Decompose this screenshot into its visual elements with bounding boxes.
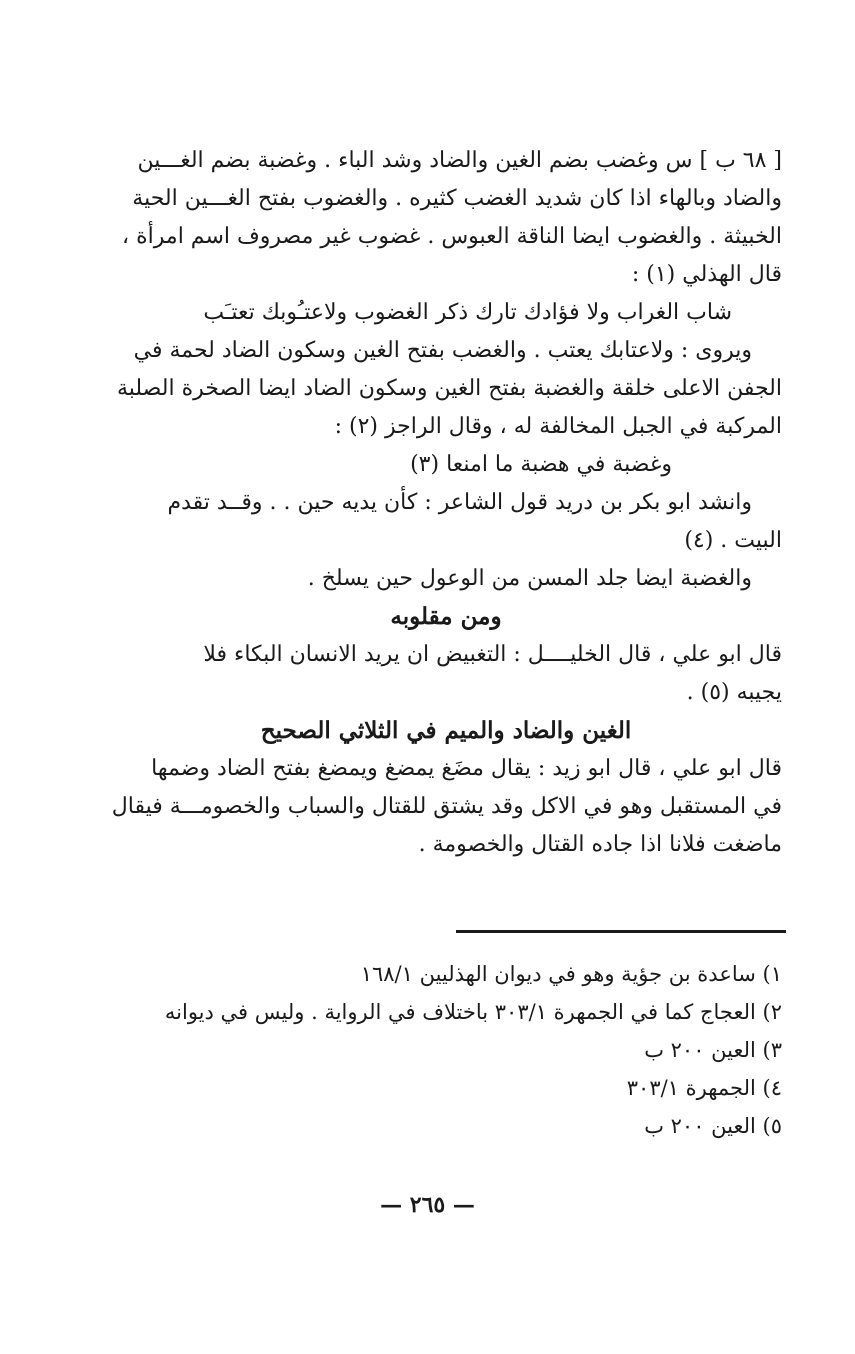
footnote: ١) ساعدة بن جؤية وهو في ديوان الهذليين ١٦٨/١ — [360, 962, 782, 986]
section-heading: الغين والضاد والميم في الثلاثي الصحيح — [260, 717, 632, 744]
footnote: ٣) العين ٢٠٠ ب — [644, 1038, 782, 1062]
text-line: والغضبة ايضا جلد المسن من الوعول حين يسلخ . — [307, 566, 752, 591]
text-line: وانشد ابو بكر بن دريد قول الشاعر : كأن يديه حين . . وقــد تقدم — [167, 490, 752, 515]
text-line: المركبة في الجبل المخالفة له ، وقال الراجز (٢) : — [334, 414, 782, 439]
page-number: — ٢٦٥ — — [380, 1192, 475, 1218]
text-line: قال ابو علي ، قال ابو زيد : يقال مضَغ يمضغ ويمضغ بفتح الضاد وضمها — [151, 756, 782, 781]
rajaz-verse: وغضبة في هضبة ما امنعا (٣) — [410, 452, 672, 477]
text-line: قال الهذلي (١) : — [631, 262, 782, 287]
text-line: ويروى : ولاعتابك يعتب . والغضب بفتح الغين وسكون الضاد لحمة في — [133, 338, 752, 363]
text-line: في المستقبل وهو في الاكل وقد يشتق للقتال والسباب والخصومـــة فيقال — [111, 794, 782, 819]
text-line: والضاد وبالهاء اذا كان شديد الغضب كثيره . والغضوب بفتح الغـــين الحية — [132, 186, 782, 211]
text-line: [ ٦٨ ب ] س وغضب بضم الغين والضاد وشد الباء . وغضبة بضم الغـــين — [137, 148, 782, 173]
poetry-verse: شاب الغراب ولا فؤادك تارك ذكر الغضوب ولاعتـُوبك تعتـَب — [203, 300, 732, 325]
text-line: الخبيثة . والغضوب ايضا الناقة العبوس . غضوب غير مصروف اسم امرأة ، — [122, 224, 782, 249]
footnote: ٥) العين ٢٠٠ ب — [644, 1114, 782, 1138]
text-line: يجيبه (٥) . — [686, 680, 782, 705]
footnote: ٢) العجاج كما في الجمهرة ٣٠٣/١ باختلاف في الرواية . وليس في ديوانه — [164, 1000, 782, 1024]
text-line: البيت . (٤) — [684, 528, 782, 553]
footnote-divider — [456, 930, 786, 933]
footnote: ٤) الجمهرة ٣٠٣/١ — [626, 1076, 782, 1100]
text-line: الجفن الاعلى خلقة والغضبة بفتح الغين وسكون الضاد ايضا الصخرة الصلبة — [116, 376, 782, 401]
text-line: قال ابو علي ، قال الخليــــل : التغبيض ان يريد الانسان البكاء فلا — [203, 642, 782, 667]
section-heading: ومن مقلوبه — [390, 603, 502, 630]
footnotes — [110, 955, 782, 1145]
main-text — [110, 142, 782, 864]
text-line: ماضغت فلانا اذا جاده القتال والخصومة . — [418, 832, 782, 857]
